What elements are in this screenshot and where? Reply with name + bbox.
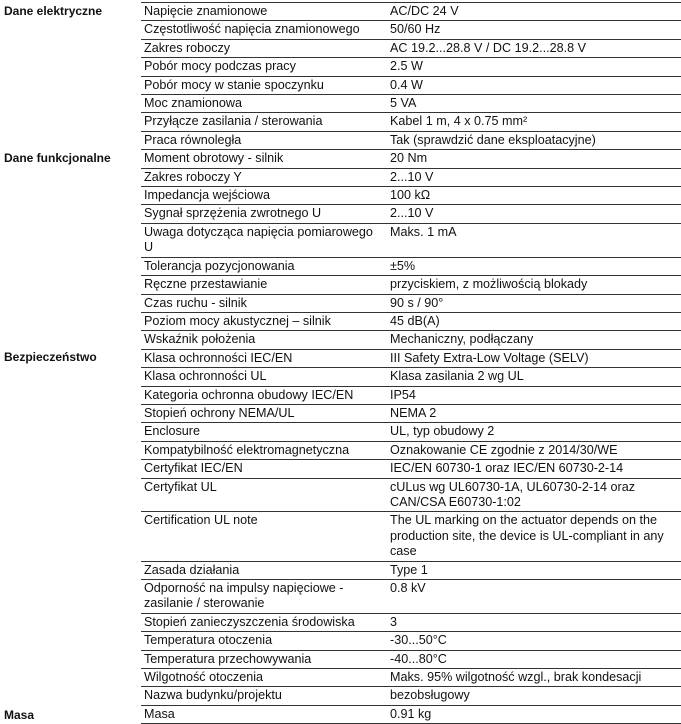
spec-value: 2...10 V — [383, 168, 681, 186]
spec-label: Wskaźnik położenia — [141, 331, 383, 349]
section-category-label: Bezpieczeństwo — [4, 350, 97, 365]
spec-label: Temperatura przechowywania — [141, 650, 383, 668]
section-category-label: Dane elektryczne — [4, 3, 103, 18]
spec-label: Zakres roboczy Y — [141, 168, 383, 186]
spec-label: Czas ruchu - silnik — [141, 294, 383, 312]
spec-label: Certyfikat UL — [141, 478, 383, 512]
spec-value: 2...10 V — [383, 205, 681, 223]
specification-body — [0, 3, 681, 724]
spec-label: Częstotliwość napięcia znamionowego — [141, 21, 383, 39]
spec-value: 0.91 kg — [383, 705, 681, 723]
spec-value: 20 Nm — [383, 150, 681, 168]
spec-label: Klasa ochronności UL — [141, 368, 383, 386]
spec-value: IEC/EN 60730-1 oraz IEC/EN 60730-2-14 — [383, 460, 681, 478]
spec-value: The UL marking on the actuator depends on the production site, the device is UL-compliant in any case — [383, 512, 681, 561]
spec-value: Maks. 95% wilgotność wzgl., brak kondesacji — [383, 669, 681, 687]
spec-value: 2.5 W — [383, 58, 681, 76]
spec-label: Nazwa budynku/projektu — [141, 687, 383, 705]
spec-label: Enclosure — [141, 423, 383, 441]
spec-value: UL, typ obudowy 2 — [383, 423, 681, 441]
spec-value: Klasa zasilania 2 wg UL — [383, 368, 681, 386]
spec-value: 50/60 Hz — [383, 21, 681, 39]
spec-value: Oznakowanie CE zgodnie z 2014/30/WE — [383, 441, 681, 459]
spec-value: 100 kΩ — [383, 187, 681, 205]
spec-label: Certification UL note — [141, 512, 383, 561]
spec-label: Moment obrotowy - silnik — [141, 150, 383, 168]
spec-value: Tak (sprawdzić dane eksploatacyjne) — [383, 131, 681, 149]
spec-label: Praca równoległa — [141, 131, 383, 149]
spec-value: III Safety Extra-Low Voltage (SELV) — [383, 349, 681, 367]
spec-label: Kompatybilność elektromagnetyczna — [141, 441, 383, 459]
spec-value: Kabel 1 m, 4 x 0.75 mm² — [383, 113, 681, 131]
spec-value: 3 — [383, 613, 681, 631]
spec-label: Przyłącze zasilania / sterowania — [141, 113, 383, 131]
spec-label: Masa — [141, 705, 383, 723]
spec-label: Poziom mocy akustycznej – silnik — [141, 312, 383, 330]
spec-value: IP54 — [383, 386, 681, 404]
spec-row — [0, 705, 681, 723]
spec-value: 90 s / 90° — [383, 294, 681, 312]
spec-value: przyciskiem, z możliwością blokady — [383, 276, 681, 294]
spec-row — [0, 150, 681, 168]
spec-label: Ręczne przestawianie — [141, 276, 383, 294]
spec-label: Stopień zanieczyszczenia środowiska — [141, 613, 383, 631]
section-category-label: Dane funkcjonalne — [4, 150, 111, 165]
spec-value: -30...50°C — [383, 632, 681, 650]
spec-label: Pobór mocy w stanie spoczynku — [141, 76, 383, 94]
spec-value: ±5% — [383, 257, 681, 275]
spec-label: Stopień ochrony NEMA/UL — [141, 404, 383, 422]
spec-row — [0, 3, 681, 21]
spec-label: Zasada działania — [141, 561, 383, 579]
spec-label: Moc znamionowa — [141, 95, 383, 113]
spec-value: Maks. 1 mA — [383, 223, 681, 257]
spec-value: NEMA 2 — [383, 404, 681, 422]
spec-value: Mechaniczny, podłączany — [383, 331, 681, 349]
spec-value: AC/DC 24 V — [383, 3, 681, 21]
spec-value: 0.8 kV — [383, 580, 681, 614]
spec-label: Napięcie znamionowe — [141, 3, 383, 21]
spec-label: Impedancja wejściowa — [141, 187, 383, 205]
spec-value: 5 VA — [383, 95, 681, 113]
specification-table — [0, 2, 681, 724]
spec-label: Temperatura otoczenia — [141, 632, 383, 650]
spec-label: Odporność na impulsy napięciowe - zasilanie / sterowanie — [141, 580, 383, 614]
spec-label: Sygnał sprzężenia zwrotnego U — [141, 205, 383, 223]
section-category-label: Masa — [4, 708, 35, 723]
spec-label: Pobór mocy podczas pracy — [141, 58, 383, 76]
spec-label: Zakres roboczy — [141, 39, 383, 57]
spec-label: Kategoria ochronna obudowy IEC/EN — [141, 386, 383, 404]
spec-value: cULus wg UL60730-1A, UL60730-2-14 oraz CAN/CSA E60730-1:02 — [383, 478, 681, 512]
spec-label: Certyfikat IEC/EN — [141, 460, 383, 478]
spec-value: Type 1 — [383, 561, 681, 579]
spec-label: Wilgotność otoczenia — [141, 669, 383, 687]
spec-value: -40...80°C — [383, 650, 681, 668]
spec-label: Tolerancja pozycjonowania — [141, 257, 383, 275]
spec-value: bezobsługowy — [383, 687, 681, 705]
spec-row — [0, 349, 681, 367]
spec-label: Uwaga dotycząca napięcia pomiarowego U — [141, 223, 383, 257]
spec-value: AC 19.2...28.8 V / DC 19.2...28.8 V — [383, 39, 681, 57]
spec-value: 0.4 W — [383, 76, 681, 94]
spec-value: 45 dB(A) — [383, 312, 681, 330]
spec-label: Klasa ochronności IEC/EN — [141, 349, 383, 367]
